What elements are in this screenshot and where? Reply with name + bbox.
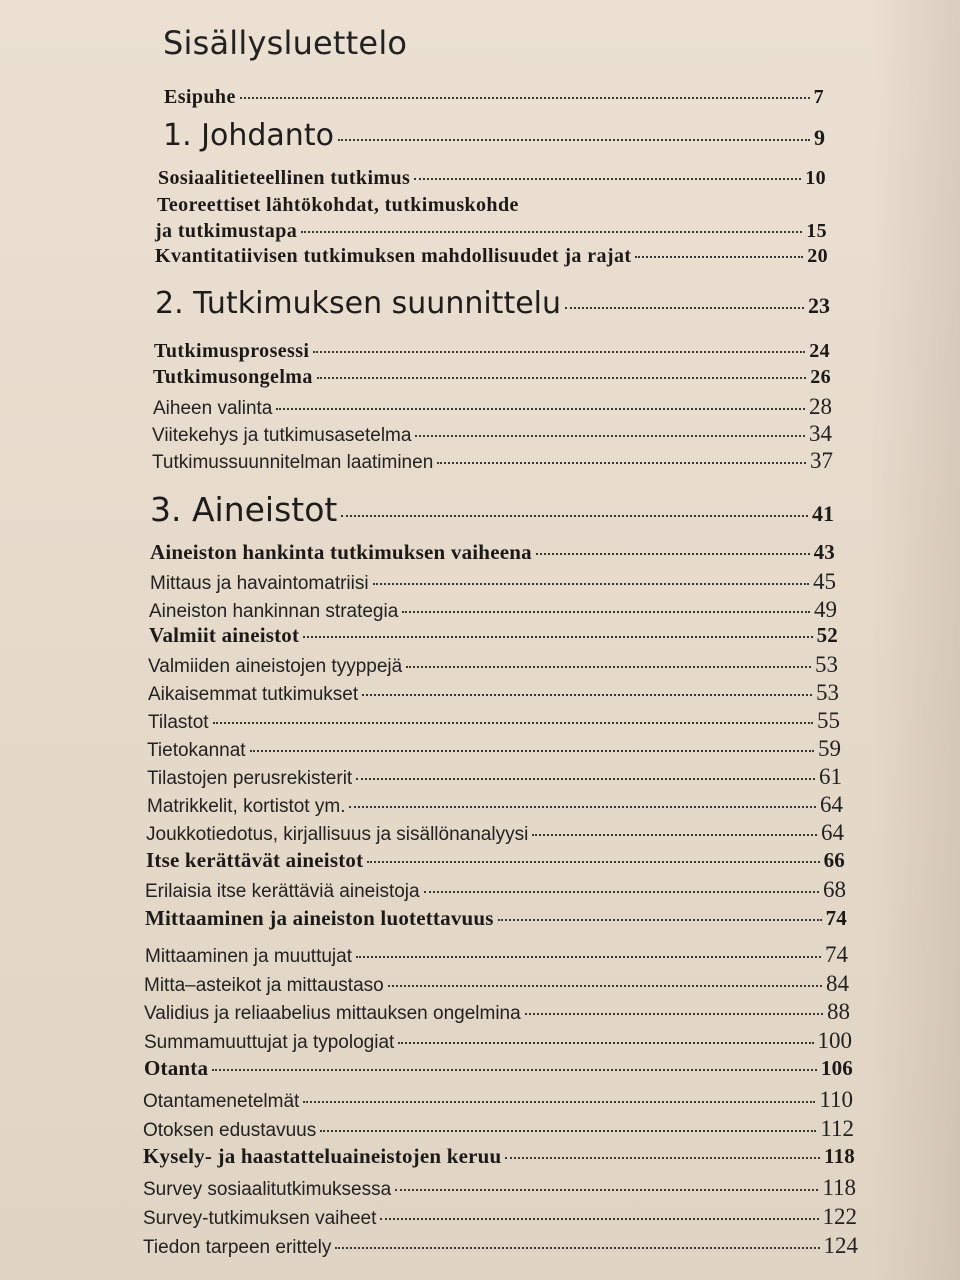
dot-leader <box>505 1157 820 1159</box>
dot-leader <box>212 1069 817 1071</box>
entry-page: 88 <box>827 999 850 1024</box>
entry-page: 15 <box>806 220 827 242</box>
entry-page: 53 <box>815 652 838 677</box>
entry-page: 100 <box>817 1028 852 1053</box>
dot-leader <box>341 515 808 517</box>
toc-entry <box>143 1116 854 1142</box>
toc-entry <box>155 220 827 243</box>
toc-entry <box>146 848 845 873</box>
toc-entry <box>143 1233 858 1259</box>
toc-entry <box>143 1175 856 1201</box>
dot-leader <box>313 351 805 353</box>
entry-label: Tutkimusprosessi <box>154 340 310 362</box>
entry-page: 64 <box>820 792 843 817</box>
dot-leader <box>373 583 809 585</box>
entry-label: Erilaisia itse kerättäviä aineistoja <box>145 881 420 902</box>
entry-page: 52 <box>816 623 838 647</box>
dot-leader <box>356 956 821 958</box>
entry-page: 118 <box>822 1175 856 1200</box>
entry-page: 66 <box>823 848 845 872</box>
entry-page: 84 <box>826 971 849 996</box>
dot-leader <box>303 636 812 638</box>
entry-page: 74 <box>825 906 847 930</box>
toc-entry <box>143 1087 853 1113</box>
dot-leader <box>367 861 819 863</box>
entry-label: Joukkotiedotus, kirjallisuus ja sisällönanalyysi <box>146 824 529 845</box>
dot-leader <box>276 408 805 410</box>
chapter-label: 3. Aineistot <box>150 490 338 529</box>
toc-entry-line: Teoreettiset lähtökohdat, tutkimuskohde <box>157 194 519 216</box>
toc-entry <box>147 736 841 762</box>
toc-entry <box>147 792 843 818</box>
entry-page: 112 <box>820 1116 854 1141</box>
dot-leader <box>388 985 822 987</box>
entry-label: Aiheen valinta <box>153 398 273 419</box>
entry-page: 45 <box>813 569 836 594</box>
dot-leader <box>380 1218 818 1220</box>
entry-page: 124 <box>823 1233 858 1258</box>
entry-label: Tilastojen perusrekisterit <box>147 768 353 789</box>
entry-page: 74 <box>825 942 848 967</box>
dot-leader <box>635 256 803 258</box>
chapter-label: 2. Tutkimuksen suunnittelu <box>155 286 562 321</box>
entry-label: Validius ja reliaabelius mittauksen ongelmina <box>144 1003 521 1024</box>
toc-entry <box>145 906 847 931</box>
toc-entry <box>149 597 837 623</box>
toc-entry <box>149 623 838 648</box>
entry-label: Tilastot <box>148 712 209 733</box>
toc-entry-esipuhe <box>164 86 824 109</box>
chapter-label: 1. Johdanto <box>163 118 334 153</box>
entry-label: Tietokannat <box>147 740 246 761</box>
toc-entry <box>143 1204 857 1230</box>
toc-entry <box>146 820 844 846</box>
entry-page: 43 <box>813 540 835 564</box>
dot-leader <box>240 97 810 99</box>
entry-page: 61 <box>819 764 842 789</box>
toc-entry <box>148 652 838 678</box>
dot-leader <box>525 1013 823 1015</box>
entry-label: Valmiiden aineistojen tyyppejä <box>148 656 403 677</box>
dot-leader <box>415 435 805 437</box>
dot-leader <box>536 553 810 555</box>
dot-leader <box>402 611 810 613</box>
dot-leader <box>250 750 814 752</box>
entry-label: Matrikkelit, kortistot ym. <box>147 796 346 817</box>
entry-label: Otantamenetelmät <box>143 1091 300 1112</box>
toc-entry <box>144 1056 853 1081</box>
dot-leader <box>406 666 811 668</box>
dot-leader <box>362 694 812 696</box>
dot-leader <box>532 834 817 836</box>
dot-leader <box>565 307 804 309</box>
entry-label: Mittaaminen ja aineiston luotettavuus <box>145 906 494 930</box>
toc-entry <box>145 877 846 903</box>
entry-page: 7 <box>813 86 824 108</box>
toc-entry <box>143 1144 855 1169</box>
toc-entry <box>144 1028 852 1054</box>
entry-label: Viitekehys ja tutkimusasetelma <box>152 425 412 446</box>
entry-label: Mittaaminen ja muuttujat <box>145 946 352 967</box>
dot-leader <box>301 231 802 233</box>
toc-entry <box>148 708 840 734</box>
entry-page: 110 <box>819 1087 853 1112</box>
toc-entry <box>150 540 835 565</box>
entry-page: 49 <box>814 597 837 622</box>
entry-label: Aineiston hankinnan strategia <box>149 601 399 622</box>
entry-label: Sosiaalitieteellinen tutkimus <box>158 167 411 189</box>
entry-page: 118 <box>824 1144 855 1168</box>
toc-entry <box>152 421 832 447</box>
dot-leader <box>414 178 801 180</box>
entry-page: 59 <box>818 736 841 761</box>
entry-label: Survey sosiaalitutkimuksessa <box>143 1179 392 1200</box>
dot-leader <box>398 1042 813 1044</box>
entry-page: 64 <box>821 820 844 845</box>
toc-entry <box>145 942 848 968</box>
entry-page: 37 <box>810 448 833 473</box>
entry-label: Aikaisemmat tutkimukset <box>148 684 359 705</box>
toc-chapter-3 <box>150 490 834 529</box>
toc-entry <box>155 245 828 268</box>
entry-label: Otoksen edustavuus <box>143 1120 317 1141</box>
entry-page: 106 <box>820 1056 853 1080</box>
dot-leader <box>437 462 806 464</box>
entry-label: Aineiston hankinta tutkimuksen vaiheena <box>150 540 532 564</box>
toc-entry <box>147 764 842 790</box>
entry-label: Kysely- ja haastatteluaineistojen keruu <box>143 1144 502 1168</box>
entry-page: 122 <box>822 1204 857 1229</box>
dot-leader <box>498 919 822 921</box>
entry-page: 28 <box>809 394 832 419</box>
entry-page: 68 <box>823 877 846 902</box>
dot-leader <box>424 891 819 893</box>
toc-entry <box>144 971 849 997</box>
entry-label: Summamuuttujat ja typologiat <box>144 1032 395 1053</box>
toc-entry <box>152 448 833 474</box>
entry-label: Tiedon tarpeen erittely <box>143 1237 332 1258</box>
entry-label: Itse kerättävät aineistot <box>146 848 364 872</box>
entry-page: 24 <box>809 340 830 362</box>
dot-leader <box>317 377 806 379</box>
toc-entry <box>153 394 832 420</box>
toc-chapter-2 <box>155 286 830 321</box>
entry-label: Kvantitatiivisen tutkimuksen mahdollisuudet ja rajat <box>155 245 632 267</box>
entry-page: 55 <box>817 708 840 733</box>
entry-label: ja tutkimustapa <box>155 220 298 242</box>
entry-label: Survey-tutkimuksen vaiheet <box>143 1208 377 1229</box>
toc-entry <box>144 999 850 1025</box>
entry-page: 34 <box>809 421 832 446</box>
chapter-page: 9 <box>814 125 825 150</box>
dot-leader <box>395 1189 818 1191</box>
entry-label: Esipuhe <box>164 86 236 108</box>
toc-entry <box>148 680 839 706</box>
toc-chapter-1 <box>163 118 825 153</box>
dot-leader <box>349 806 816 808</box>
dot-leader <box>320 1130 816 1132</box>
entry-page: 20 <box>807 245 828 267</box>
entry-label: Mittaus ja havaintomatriisi <box>150 573 369 594</box>
dot-leader <box>303 1101 815 1103</box>
chapter-page: 41 <box>812 501 834 526</box>
dot-leader <box>338 139 810 141</box>
entry-label: Mitta–asteikot ja mittaustaso <box>144 975 384 996</box>
entry-label: Otanta <box>144 1056 209 1080</box>
entry-page: 10 <box>805 167 826 189</box>
dot-leader <box>213 722 813 724</box>
entry-page: 26 <box>810 366 831 388</box>
dot-leader <box>335 1247 819 1249</box>
entry-label: Tutkimusongelma <box>153 366 313 388</box>
entry-label: Valmiit aineistot <box>149 623 300 647</box>
entry-page: 53 <box>816 680 839 705</box>
toc-title: Sisällysluettelo <box>163 24 408 62</box>
chapter-page: 23 <box>808 293 830 318</box>
toc-entry <box>158 167 826 190</box>
toc-entry <box>150 569 836 595</box>
entry-label: Tutkimussuunnitelman laatiminen <box>152 452 434 473</box>
dot-leader <box>356 778 815 780</box>
toc-entry <box>153 366 831 389</box>
toc-entry <box>154 340 830 363</box>
